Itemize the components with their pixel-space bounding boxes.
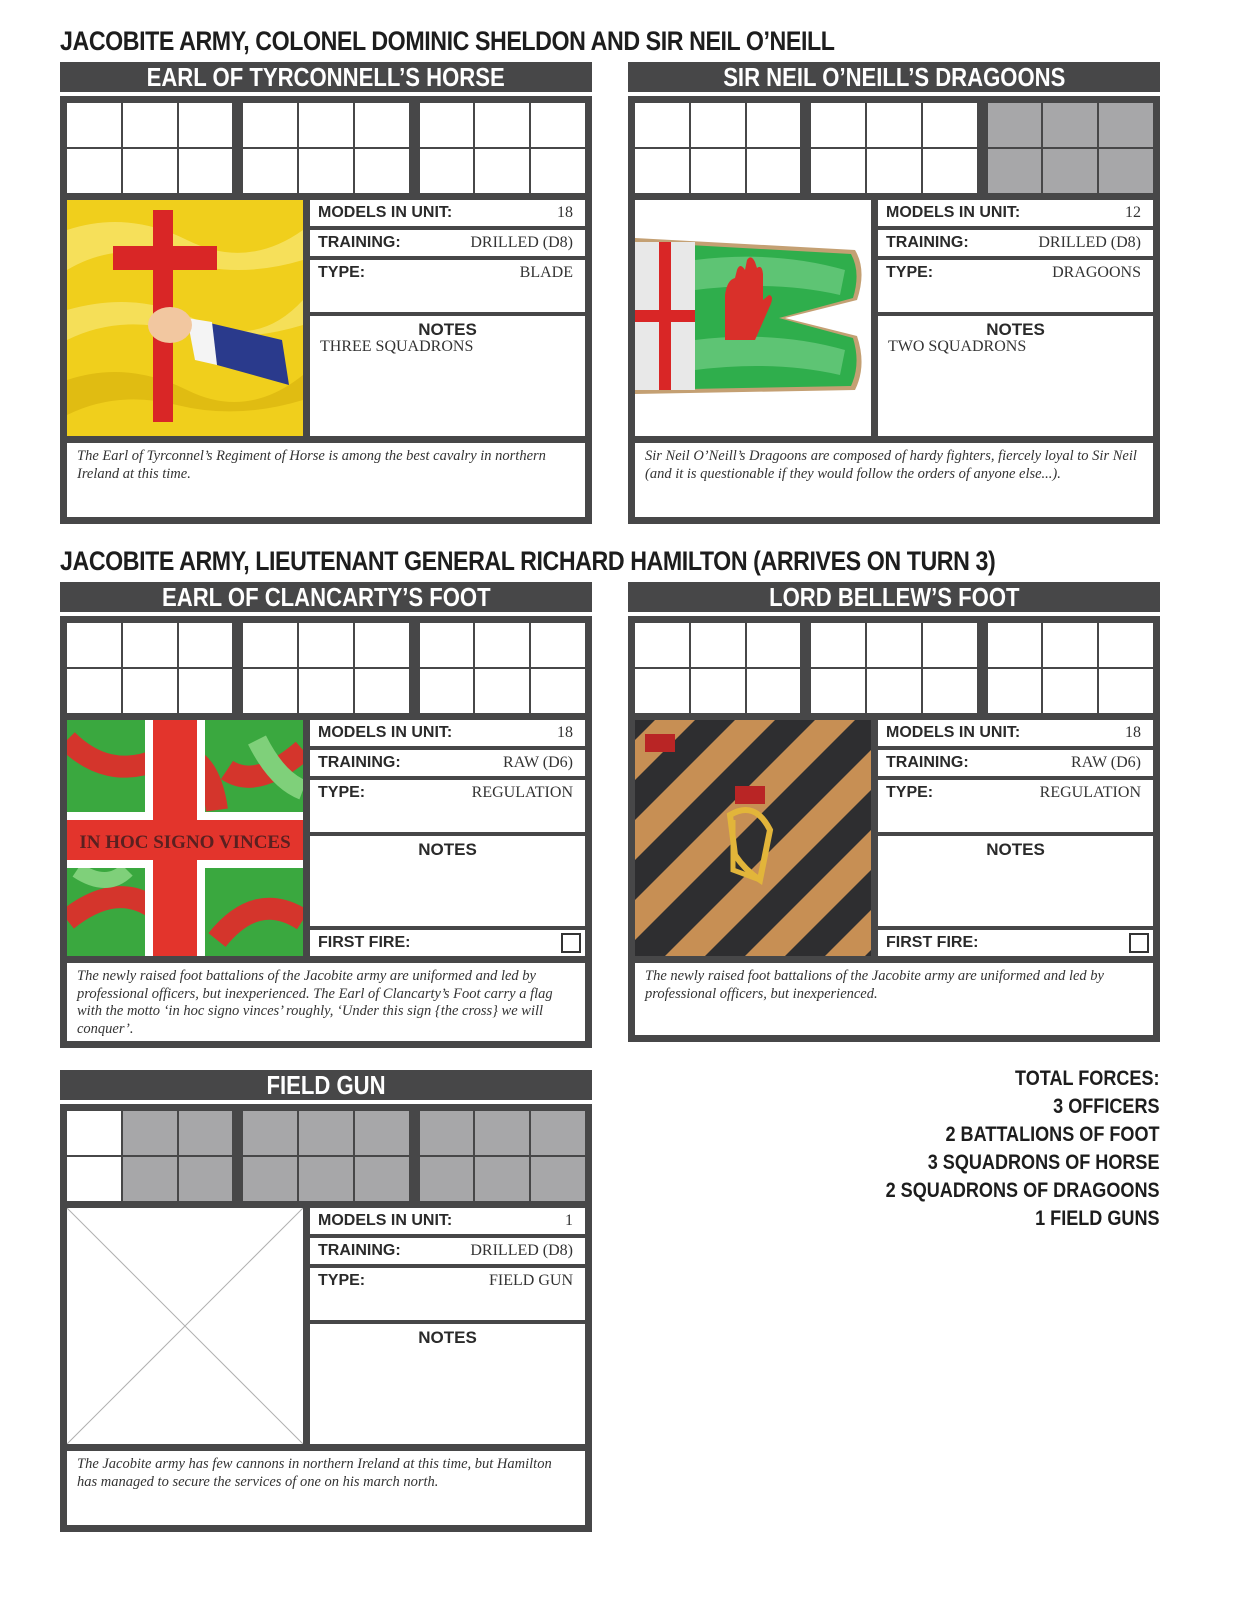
models-row: MODELS IN UNIT: 1 [310,1208,585,1234]
tracker-cell[interactable] [123,103,177,147]
unit-description: Sir Neil O’Neill’s Dragoons are composed of hardy fighters, fiercely loyal to Sir Neil (and it is questionable if they would follow the orders of anyone else...). [635,443,1153,517]
tracker-cell-shaded [420,1111,474,1155]
tracker-cell[interactable] [635,103,689,147]
section-title-hamilton: JACOBITE ARMY, LIEUTENANT GENERAL RICHARD HAMILTON (ARRIVES ON TURN 3) [60,546,996,576]
tracker-cell-shaded [1043,103,1097,147]
bellew-flag-image [635,720,871,956]
tracker-cell[interactable] [811,149,865,193]
tracker-cell[interactable] [179,103,233,147]
unit-card-fieldgun [60,1070,592,1532]
tracker-cell[interactable] [1043,669,1097,713]
unit-card-oneill [628,62,1160,524]
tracker-box [635,103,800,193]
tracker-cell[interactable] [420,103,474,147]
tracker-cell[interactable] [691,103,745,147]
unit-card-body [628,96,1160,524]
tracker-cell-shaded [420,1157,474,1201]
tracker-cell[interactable] [747,623,801,667]
unit-card-header: SIR NEIL O’NEILL’S DRAGOONS [628,62,1160,92]
tracker-cell[interactable] [67,1157,121,1201]
tracker-cell[interactable] [635,149,689,193]
unit-card-body [628,616,1160,1042]
tracker-box [988,623,1153,713]
tracker-cell[interactable] [1043,623,1097,667]
tracker-cell-shaded [355,1157,409,1201]
training-row: TRAINING: DRILLED (D8) [310,230,585,256]
unit-card-header: EARL OF TYRCONNELL’S HORSE [60,62,592,92]
tracker-cell[interactable] [867,623,921,667]
tracker-cell[interactable] [691,669,745,713]
unit-description: The Earl of Tyrconnel’s Regiment of Horse is among the best cavalry in northern Ireland at this time. [67,443,585,517]
tracker-cell-shaded [475,1111,529,1155]
casualty-tracker [67,623,585,713]
flag-striped-harp [635,720,871,956]
tracker-cell[interactable] [811,669,865,713]
tracker-box [811,103,976,193]
tracker-cell[interactable] [475,103,529,147]
tracker-cell-shaded [1043,149,1097,193]
image-placeholder-cross [67,1208,303,1444]
unit-description: The Jacobite army has few cannons in northern Ireland at this time, but Hamilton has managed to secure the services of one on his march north. [67,1451,585,1525]
tracker-cell[interactable] [420,149,474,193]
tracker-box [420,623,585,713]
type-row: TYPE: REGULATION [878,780,1153,832]
tracker-cell[interactable] [923,623,977,667]
casualty-tracker [67,1111,585,1201]
models-row: MODELS IN UNIT: 18 [310,720,585,746]
tracker-box [420,103,585,193]
first-fire-checkbox[interactable] [561,933,581,953]
tracker-cell-shaded [123,1111,177,1155]
type-row: TYPE: DRAGOONS [878,260,1153,312]
tracker-cell[interactable] [811,623,865,667]
type-row: TYPE: FIELD GUN [310,1268,585,1320]
total-forces-line: 3 OFFICERS [1053,1095,1160,1118]
tracker-cell[interactable] [867,669,921,713]
section-title-sheldon: JACOBITE ARMY, COLONEL DOMINIC SHELDON AND SIR NEIL O’NEILL [60,26,835,56]
tracker-cell[interactable] [531,149,585,193]
tracker-cell[interactable] [691,149,745,193]
tracker-cell-shaded [531,1157,585,1201]
training-row: TRAINING: RAW (D6) [878,750,1153,776]
tracker-cell[interactable] [867,149,921,193]
image-placeholder [67,1208,303,1444]
unit-card-header: LORD BELLEW’S FOOT [628,582,1160,612]
tracker-cell[interactable] [747,149,801,193]
tracker-cell-shaded [299,1157,353,1201]
tracker-cell-shaded [355,1111,409,1155]
flag-motto: IN HOC SIGNO VINCES [79,832,291,853]
tracker-cell[interactable] [420,669,474,713]
tracker-cell-shaded [988,149,1042,193]
type-row: TYPE: BLADE [310,260,585,312]
tracker-box [67,1111,232,1201]
training-row: TRAINING: DRILLED (D8) [878,230,1153,256]
tracker-box [67,623,232,713]
tracker-cell[interactable] [67,1111,121,1155]
tracker-box [243,623,408,713]
tracker-box [988,103,1153,193]
tracker-cell-shaded [179,1111,233,1155]
tracker-cell[interactable] [747,669,801,713]
tracker-cell[interactable] [923,669,977,713]
total-forces-line: 2 SQUADRONS OF DRAGOONS [886,1179,1160,1202]
tracker-cell[interactable] [635,669,689,713]
tracker-cell-shaded [179,1157,233,1201]
notes-panel: NOTES THREE SQUADRONS [310,316,585,436]
tracker-cell[interactable] [299,149,353,193]
tracker-cell-shaded [531,1111,585,1155]
tracker-cell[interactable] [67,149,121,193]
total-forces-line: 3 SQUADRONS OF HORSE [928,1151,1160,1174]
unit-description: The newly raised foot battalions of the Jacobite army are uniformed and led by professional officers, but inexperienced. [635,963,1153,1035]
tracker-cell[interactable] [531,669,585,713]
unit-card-clancarty [60,582,592,1048]
total-forces-line: 1 FIELD GUNS [1035,1207,1160,1230]
tracker-cell[interactable] [299,623,353,667]
tracker-cell-shaded [123,1157,177,1201]
first-fire-checkbox[interactable] [1129,933,1149,953]
tracker-cell[interactable] [1099,623,1153,667]
notes-panel: NOTES [310,1324,585,1444]
tracker-cell[interactable] [923,149,977,193]
clancarty-flag-image [67,720,303,956]
tracker-cell[interactable] [243,669,297,713]
casualty-tracker [635,103,1153,193]
first-fire-row: FIRST FIRE: [310,930,585,956]
unit-card-header: EARL OF CLANCARTY’S FOOT [60,582,592,612]
tracker-cell[interactable] [420,623,474,667]
tracker-cell[interactable] [243,103,297,147]
unit-card-body [60,616,592,1048]
tracker-cell[interactable] [531,623,585,667]
tracker-box [243,1111,408,1201]
tracker-cell[interactable] [299,669,353,713]
tracker-cell[interactable] [355,623,409,667]
flag-red-cross-hand [67,200,303,436]
unit-description: The newly raised foot battalions of the Jacobite army are uniformed and led by professional officers, but inexperienced. The Earl of Clancarty’s Foot carry a flag with the motto ‘in hoc signo vinces’ roughly, ‘Under this sign {the cross} we will conquer’. [67,963,585,1041]
tracker-box [67,103,232,193]
tracker-cell[interactable] [475,623,529,667]
first-fire-row: FIRST FIRE: [878,930,1153,956]
models-row: MODELS IN UNIT: 18 [878,720,1153,746]
unit-card-body [60,96,592,524]
tracker-box [811,623,976,713]
training-row: TRAINING: RAW (D6) [310,750,585,776]
unit-card-header: FIELD GUN [60,1070,592,1100]
tracker-cell[interactable] [475,149,529,193]
notes-panel: NOTES [878,836,1153,926]
tracker-cell[interactable] [299,103,353,147]
tracker-cell-shaded [475,1157,529,1201]
tracker-cell[interactable] [1099,669,1153,713]
tracker-cell[interactable] [355,669,409,713]
unit-card-bellew [628,582,1160,1042]
notes-panel: NOTES [310,836,585,926]
tracker-cell[interactable] [811,103,865,147]
tracker-cell[interactable] [243,149,297,193]
tracker-cell[interactable] [67,623,121,667]
tracker-cell[interactable] [867,103,921,147]
casualty-tracker [67,103,585,193]
tracker-cell[interactable] [123,623,177,667]
total-forces [841,1065,1160,1233]
tracker-cell[interactable] [531,103,585,147]
tracker-cell[interactable] [635,623,689,667]
tracker-cell[interactable] [691,623,745,667]
models-row: MODELS IN UNIT: 18 [310,200,585,226]
tracker-box [635,623,800,713]
type-row: TYPE: REGULATION [310,780,585,832]
tracker-cell[interactable] [67,103,121,147]
tracker-cell[interactable] [475,669,529,713]
tracker-cell[interactable] [988,623,1042,667]
flag-green-red-saltire [67,720,303,956]
tracker-cell[interactable] [243,623,297,667]
tracker-cell[interactable] [123,669,177,713]
tracker-cell[interactable] [355,103,409,147]
tyrconnell-flag-image [67,200,303,436]
casualty-tracker [635,623,1153,713]
total-forces-line: 2 BATTALIONS OF FOOT [945,1123,1160,1146]
unit-card-body [60,1104,592,1532]
tracker-cell-shaded [243,1111,297,1155]
flag-swallowtail-red-hand [635,200,871,436]
tracker-box [420,1111,585,1201]
tracker-cell-shaded [1099,103,1153,147]
tracker-cell[interactable] [179,669,233,713]
oneill-flag-image [635,200,871,436]
tracker-cell-shaded [243,1157,297,1201]
tracker-cell[interactable] [67,669,121,713]
models-row: MODELS IN UNIT: 12 [878,200,1153,226]
tracker-cell[interactable] [747,103,801,147]
tracker-cell-shaded [299,1111,353,1155]
tracker-cell[interactable] [123,149,177,193]
tracker-cell-shaded [1099,149,1153,193]
tracker-cell[interactable] [988,669,1042,713]
tracker-cell[interactable] [923,103,977,147]
tracker-box [243,103,408,193]
tracker-cell[interactable] [179,623,233,667]
notes-panel: NOTES TWO SQUADRONS [878,316,1153,436]
total-forces-heading: TOTAL FORCES: [1015,1067,1160,1090]
tracker-cell[interactable] [179,149,233,193]
training-row: TRAINING: DRILLED (D8) [310,1238,585,1264]
tracker-cell[interactable] [355,149,409,193]
unit-card-tyrconnell [60,62,592,524]
tracker-cell-shaded [988,103,1042,147]
